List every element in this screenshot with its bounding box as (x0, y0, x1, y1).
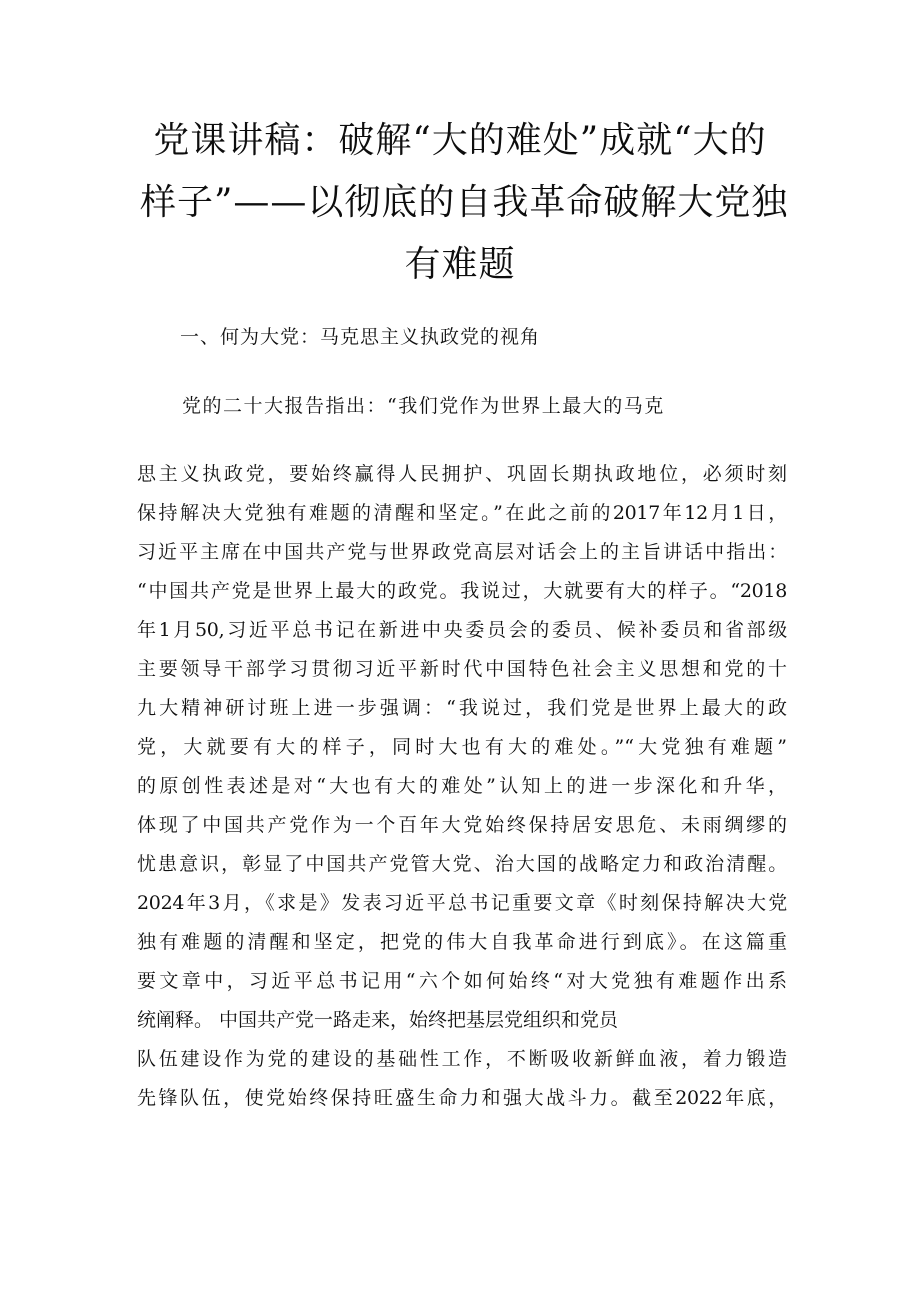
body-text (137, 455, 787, 1118)
body-line: 思主义执政党，要始终赢得人民拥护、巩固长期执政地位，必须时刻 (137, 463, 787, 485)
body-line: 党，大就要有大的样子，同时大也有大的难处。”“大党独有难题” (137, 736, 787, 758)
title-line: 样子”——以彻底的自我革命破解大党独 (140, 182, 789, 223)
paragraph-first-line: 党的二十大报告指出：“我们党作为世界上最大的马克 (182, 395, 665, 417)
body-line: 主要领导干部学习贯彻习近平新时代中国特色社会主义思想和党的十 (137, 658, 787, 680)
body-line: 保持解决大党独有难题的清醒和坚定。”在此之前的2017年12月1日， (137, 502, 787, 524)
body-line: 九大精神研讨班上进一步强调：“我说过，我们党是世界上最大的政 (137, 697, 787, 719)
body-line: 忧患意识，彰显了中国共产党管大党、治大国的战略定力和政治清醒。 (137, 853, 787, 875)
body-line: 要文章中，习近平总书记用“六个如何始终“对大党独有难题作出系 (137, 970, 787, 992)
title-line: 党课讲稿：破解“大的难处”成就“大的 (153, 120, 767, 161)
body-line: 2024年3月，《求是》发表习近平总书记重要文章《时刻保持解决大党 (137, 892, 787, 914)
body-line: 独有难题的清醒和坚定，把党的伟大自我革命进行到底》。在这篇重 (137, 931, 787, 953)
body-line: 统阐释。 中国共产党一路走来，始终把基层党组织和党员 (137, 1009, 619, 1031)
body-line: “中国共产党是世界上最大的政党。我说过，大就要有大的样子。“2018 (137, 580, 787, 602)
title-line: 有难题 (404, 244, 516, 285)
body-line: 先锋队伍，使党始终保持旺盛生命力和强大战斗力。截至2022年底， (137, 1087, 787, 1109)
document-title (140, 110, 789, 296)
body-line: 体现了中国共产党作为一个百年大党始终保持居安思危、未雨绸缪的 (137, 814, 787, 836)
body-line: 习近平主席在中国共产党与世界政党高层对话会上的主旨讲话中指出： (137, 541, 787, 563)
section-heading: 一、何为大党：马克思主义执政党的视角 (180, 326, 541, 348)
body-line: 队伍建设作为党的建设的基础性工作，不断吸收新鲜血液，着力锻造 (137, 1048, 787, 1070)
body-line: 年1月50,习近平总书记在新进中央委员会的委员、候补委员和省部级 (137, 619, 787, 641)
body-line: 的原创性表述是对“大也有大的难处”认知上的进一步深化和升华， (137, 775, 787, 797)
